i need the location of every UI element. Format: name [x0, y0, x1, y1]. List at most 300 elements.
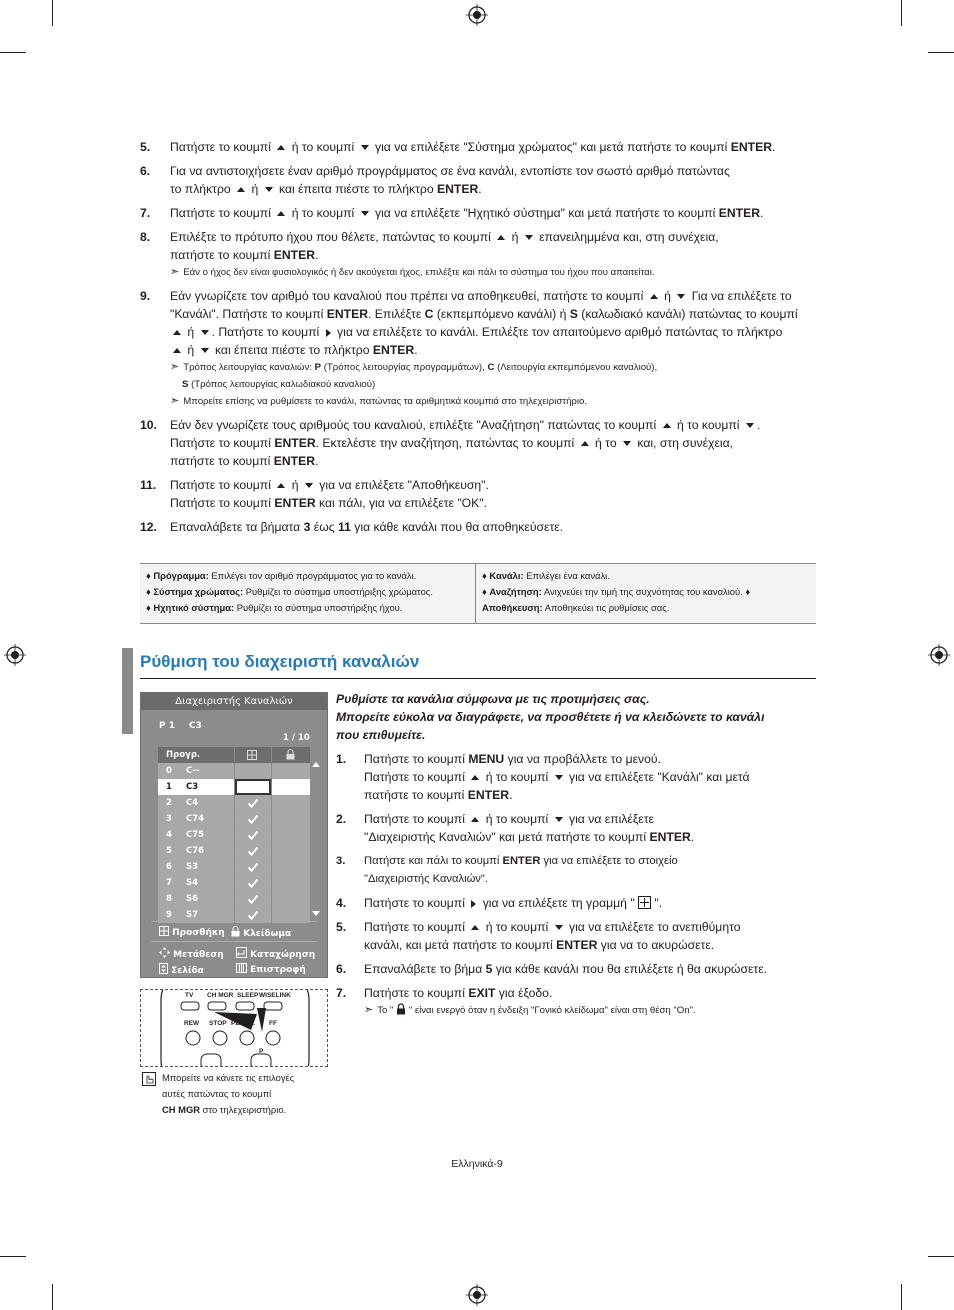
- lock-toggle-cell[interactable]: [272, 795, 310, 811]
- checkmark-icon: [247, 797, 259, 809]
- step-item: [336, 960, 816, 978]
- tv-menu-channel: C3: [189, 721, 202, 731]
- step-text-line: [364, 936, 816, 954]
- channel-name: C74: [186, 814, 205, 824]
- step-number: 11.: [140, 478, 157, 492]
- text-run: CH MGR: [162, 1104, 201, 1115]
- channel-name: C3: [186, 782, 199, 792]
- text-run: S: [569, 307, 578, 321]
- arrow-down-icon: [555, 925, 563, 930]
- checkmark-icon: [247, 861, 259, 873]
- text-run: ENTER: [730, 140, 773, 154]
- text-run: ♦: [146, 570, 154, 581]
- section-rule: [140, 678, 816, 679]
- text-run: (Τρόπος λειτουργίας καλωδιακού καναλιού): [188, 379, 376, 390]
- text-run: ENTER: [556, 938, 598, 952]
- text-run: Αναζήτηση:: [489, 586, 542, 597]
- channel-cell: [158, 875, 234, 891]
- step-text-line: [170, 305, 816, 323]
- remote-button-label: TV: [185, 992, 194, 999]
- text-run: "Κανάλι". Πατήστε το κουμπί: [170, 307, 327, 321]
- step-text-line: [170, 180, 816, 198]
- step-text-line: [364, 810, 816, 828]
- text-run: και έπειτα πιέστε το πλήκτρο: [211, 343, 373, 357]
- text-run: . Εκτελέστε την αναζήτηση, πατώντας το κουμπί: [315, 436, 578, 450]
- text-run: 11: [337, 520, 351, 534]
- intro-line: Μπορείτε εύκολα να διαγράφετε, να προσθέτετε ή να κλειδώνετε το κανάλι: [336, 710, 765, 724]
- step-number: 1.: [336, 752, 347, 766]
- lock-toggle-cell[interactable]: [272, 811, 310, 827]
- text-run: ή το κουμπί: [482, 770, 552, 784]
- table-row[interactable]: [158, 891, 310, 907]
- text-run: Πατήστε το κουμπί: [170, 206, 275, 220]
- tv-add-label: Προσθήκη: [172, 928, 225, 938]
- tv-foot-page: [159, 963, 204, 976]
- text-run: πατήστε το κουμπί: [170, 248, 274, 262]
- add-toggle-cell[interactable]: [235, 779, 271, 795]
- text-run: Επιλέγει τον αριθμό προγράμματος για το κανάλι.: [208, 570, 417, 581]
- text-run: Αποθηκεύει τις ρυθμίσεις σας.: [542, 602, 670, 613]
- text-run: Επαναλάβετε το βήμα: [364, 962, 486, 976]
- note-arrow-icon: ➣: [364, 1004, 374, 1016]
- step-text-line: [364, 852, 816, 870]
- text-run: P: [314, 362, 322, 373]
- remote-button-label: P: [259, 1048, 264, 1055]
- step-item: [336, 810, 816, 846]
- remote-button-label: WISELINK: [259, 992, 291, 999]
- step-note: [170, 264, 816, 281]
- channel-name: C4: [186, 798, 199, 808]
- text-run: "Διαχειριστής Καναλιών" και μετά πατήστε το κουμπί: [364, 830, 650, 844]
- text-run: Μπορείτε επίσης να ρυθμίσετε το κανάλι, πατώντας τα αριθμητικά κουμπιά στο τηλεχειριστήριο.: [183, 396, 587, 407]
- text-run: ENTER: [436, 182, 479, 196]
- lock-toggle-cell[interactable]: [272, 763, 310, 779]
- channel-cell: [158, 779, 234, 795]
- table-row[interactable]: [158, 859, 310, 875]
- text-run: για να επιλέξετε το στοιχείο: [540, 855, 678, 867]
- text-run: ♦: [146, 586, 154, 597]
- info-line: [482, 584, 750, 600]
- step-item: [336, 894, 816, 912]
- step-item: [336, 984, 816, 1019]
- remote-button-label: REW: [184, 1020, 200, 1027]
- text-run: ♦: [482, 570, 490, 581]
- crop-mark: [52, 1284, 53, 1310]
- text-run: .: [414, 343, 418, 357]
- tv-menu-page-count: 1 / 10: [283, 733, 310, 743]
- text-run: ENTER: [274, 496, 316, 510]
- add-icon: [638, 896, 651, 909]
- text-run: ή το κουμπί: [482, 920, 552, 934]
- remote-button-label: CH MGR: [207, 992, 234, 999]
- add-icon: [247, 750, 257, 760]
- text-run: Πατήστε το κουμπί: [364, 896, 469, 910]
- text-run: ή: [508, 230, 522, 244]
- arrow-down-icon: [201, 348, 209, 353]
- text-run: Πατήστε το κουμπί: [170, 478, 275, 492]
- arrow-right-icon: [471, 900, 476, 908]
- step-text-line: [170, 246, 816, 264]
- channel-name: C76: [186, 846, 205, 856]
- text-run: ENTER: [502, 855, 541, 867]
- channel-cell: [158, 763, 234, 779]
- step-text-line: [170, 518, 816, 536]
- arrow-up-icon: [471, 925, 479, 930]
- tv-scrollbar[interactable]: [312, 761, 320, 917]
- text-run: S: [182, 379, 189, 390]
- text-run: και, στη συνέχεια,: [633, 436, 734, 450]
- remote-note-text: [162, 1070, 294, 1118]
- add-toggle-cell[interactable]: [235, 843, 271, 859]
- text-run: Πατήστε και πάλι το κουμπί: [364, 855, 503, 867]
- step-number: 3.: [336, 855, 346, 867]
- text-run: ή: [184, 343, 198, 357]
- arrow-up-icon: [277, 483, 285, 488]
- step-item: [140, 204, 816, 222]
- text-run: .: [690, 830, 695, 844]
- arrow-down-icon: [746, 423, 754, 428]
- tv-foot-move: [159, 947, 224, 960]
- info-box-left: [140, 564, 476, 623]
- text-run: Εάν γνωρίζετε τον αριθμό του καναλιού που πρέπει να αποθηκευθεί, πατήστε το κουμπί: [170, 289, 647, 303]
- registration-mark-right: [928, 644, 950, 666]
- text-run: Επιλέγει ένα κανάλι.: [523, 570, 610, 581]
- channel-number: 6: [166, 862, 172, 872]
- text-run: για να επιλέξετε "Αποθήκευση".: [315, 478, 489, 492]
- channel-number: 2: [166, 798, 172, 808]
- checkmark-icon: [247, 909, 259, 921]
- lock-toggle-cell[interactable]: [272, 827, 310, 843]
- step-text-line: [170, 162, 816, 180]
- text-run: ENTER: [718, 206, 761, 220]
- tv-menu-title: Διαχειριστής Καναλιών: [141, 693, 327, 710]
- step-text-line: [364, 984, 816, 1002]
- step-number: 6.: [140, 164, 151, 178]
- add-toggle-cell[interactable]: [235, 795, 271, 811]
- text-run: και έπειτα πιέστε το πλήκτρο: [275, 182, 437, 196]
- add-icon: [159, 926, 169, 936]
- step-number: 12.: [140, 520, 157, 534]
- arrow-down-icon: [305, 483, 313, 488]
- arrow-right-icon: [326, 329, 331, 337]
- hand-icon: [142, 1072, 156, 1086]
- text-run: για να επιλέξετε "Κανάλι" και μετά: [565, 770, 750, 784]
- step-item: [140, 162, 816, 198]
- text-run: Για να επιλέξετε το: [688, 289, 792, 303]
- tv-divider: [151, 941, 317, 942]
- text-run: .: [478, 182, 482, 196]
- add-toggle-cell[interactable]: [235, 859, 271, 875]
- step-item: [336, 750, 816, 804]
- text-run: Πατήστε το κουμπί: [364, 752, 469, 766]
- arrow-up-icon: [650, 294, 658, 299]
- text-run: .: [315, 454, 319, 468]
- text-run: Σύστημα χρώματος:: [153, 586, 244, 597]
- add-toggle-cell[interactable]: [235, 827, 271, 843]
- text-run: .: [760, 206, 764, 220]
- step-number: 6.: [336, 962, 347, 976]
- text-run: ή το κουμπί: [482, 812, 552, 826]
- page-updown-icon: [159, 963, 168, 974]
- step-text-line: [364, 768, 816, 786]
- arrow-up-icon: [237, 187, 245, 192]
- page-footer: Ελληνικά-9: [451, 1158, 503, 1170]
- text-run: για κάθε κανάλι που θα αποθηκεύσετε.: [350, 520, 564, 534]
- text-run: Πατήστε το κουμπί: [364, 770, 469, 784]
- remote-button-label: STOP: [209, 1020, 227, 1027]
- step-note: [170, 359, 816, 376]
- checkmark-icon: [247, 893, 259, 905]
- text-run: πατήστε το κουμπί: [170, 454, 274, 468]
- arrow-down-icon: [677, 294, 685, 299]
- channel-name: S3: [186, 862, 199, 872]
- text-run: Για να αντιστοιχήσετε έναν αριθμό προγράμματος σε ένα κανάλι, εντοπίστε τον σωστό αριθμό πατώντας: [170, 164, 730, 178]
- text-run: EXIT: [468, 986, 496, 1000]
- lock-toggle-cell[interactable]: [272, 891, 310, 907]
- text-run: επανειλημμένα και, στη συνέχεια,: [535, 230, 719, 244]
- add-toggle-cell[interactable]: [235, 875, 271, 891]
- channel-cell: [158, 811, 234, 827]
- text-run: Το ": [377, 1005, 397, 1016]
- lock-icon: [286, 749, 295, 760]
- intro-text: [336, 690, 816, 744]
- lock-toggle-cell[interactable]: [272, 779, 310, 795]
- channel-number: 0: [166, 766, 172, 776]
- arrow-up-icon: [277, 211, 285, 216]
- text-run: Ανιχνεύει την τιμή της συχνότητας του καναλιού. ♦: [541, 586, 751, 597]
- text-run: Πατήστε το κουμπί: [364, 986, 469, 1000]
- remote-button-label: SLEEP: [237, 992, 259, 999]
- crop-mark: [0, 52, 26, 53]
- text-run: .: [315, 248, 319, 262]
- step-note: [170, 376, 816, 393]
- note-arrow-icon: ➣: [170, 266, 180, 278]
- text-run: ή το κουμπί: [288, 206, 358, 220]
- text-run: ή: [288, 478, 302, 492]
- text-run: Κανάλι:: [489, 570, 524, 581]
- remote-note-line: [162, 1102, 294, 1118]
- crop-mark: [901, 1284, 902, 1310]
- remote-control-illustration: [140, 989, 328, 1067]
- text-run: ENTER: [273, 454, 316, 468]
- text-run: C: [487, 362, 495, 373]
- step-text-line: [364, 870, 816, 888]
- step-text-line: [364, 894, 816, 912]
- text-run: Πατήστε το κουμπί: [170, 436, 275, 450]
- step-text-line: [170, 494, 816, 512]
- channel-number: 7: [166, 878, 172, 888]
- text-run: Αποθήκευση:: [482, 602, 543, 613]
- text-run: ENTER: [372, 343, 415, 357]
- tv-divider: [151, 921, 317, 922]
- steps-top-list: [140, 138, 816, 542]
- tv-move-label: Μετάθεση: [173, 950, 224, 960]
- step-item: [140, 518, 816, 536]
- arrow-up-icon: [173, 348, 181, 353]
- text-run: Πατήστε το κουμπί: [170, 140, 275, 154]
- registration-mark-left: [4, 644, 26, 666]
- text-run: για να το ακυρώσετε.: [597, 938, 715, 952]
- info-line: [482, 568, 750, 584]
- step-item: [140, 416, 816, 470]
- text-run: Εάν ο ήχος δεν είναι φυσιολογικός ή δεν ακούγεται ήχος, επιλέξτε και πάλι το σύστημα του ήχου που απαιτείται.: [183, 267, 655, 278]
- info-box: [140, 563, 816, 624]
- text-run: για να προβάλλετε το μενού.: [504, 752, 661, 766]
- text-run: για να επιλέξετε: [565, 812, 654, 826]
- text-run: MENU: [468, 752, 505, 766]
- text-run: .: [509, 788, 513, 802]
- arrow-up-icon: [497, 235, 505, 240]
- info-box-right: [476, 564, 756, 623]
- text-run: ENTER: [467, 788, 510, 802]
- arrow-down-icon: [361, 211, 369, 216]
- text-run: ENTER: [273, 248, 316, 262]
- text-run: ".: [651, 896, 663, 910]
- text-run: 5: [485, 962, 493, 976]
- text-run: ή: [184, 325, 198, 339]
- channel-name: S6: [186, 894, 199, 904]
- add-toggle-cell[interactable]: [235, 891, 271, 907]
- lock-toggle-cell[interactable]: [272, 859, 310, 875]
- remote-note-line: [162, 1086, 294, 1102]
- text-run: (Τρόπος λειτουργίας προγραμμάτων),: [321, 362, 488, 373]
- step-text-line: [170, 476, 816, 494]
- step-text-line: [364, 918, 816, 936]
- checkmark-icon: [247, 813, 259, 825]
- channel-number: 9: [166, 910, 172, 920]
- remote-button-label: FF: [269, 1020, 277, 1027]
- lock-toggle-cell[interactable]: [272, 843, 310, 859]
- step-text-line: [170, 138, 816, 156]
- intro-line: Ρυθμίστε τα κανάλια σύμφωνα με τις προτιμήσεις σας.: [336, 692, 650, 706]
- text-run: αυτές πατώντας το κουμπί: [162, 1088, 272, 1099]
- checkmark-icon: [247, 829, 259, 841]
- text-run: για να επιλέξετε τη γραμμή ": [479, 896, 639, 910]
- step-number: 4.: [336, 896, 347, 910]
- channel-cell: [158, 859, 234, 875]
- step-item: [140, 138, 816, 156]
- return-icon: [236, 963, 247, 973]
- step-item: [140, 287, 816, 410]
- text-run: και πάλι, για να επιλέξετε "OK".: [315, 496, 487, 510]
- registration-mark-top: [466, 4, 488, 26]
- text-run: έως: [310, 520, 338, 534]
- info-line: [146, 568, 469, 584]
- text-run: για να επιλέξετε το ανεπιθύμητο: [565, 920, 741, 934]
- add-toggle-cell[interactable]: [235, 811, 271, 827]
- checkmark-icon: [247, 845, 259, 857]
- step-number: 7.: [140, 206, 151, 220]
- text-run: ENTER: [274, 436, 316, 450]
- text-run: Πατήστε το κουμπί: [170, 496, 275, 510]
- channel-name: S7: [186, 910, 199, 920]
- arrow-up-icon: [663, 423, 671, 428]
- text-run: κανάλι, και μετά πατήστε το κουμπί: [364, 938, 557, 952]
- step-item: [140, 228, 816, 281]
- text-run: ή το κουμπί: [673, 418, 743, 432]
- table-row[interactable]: [158, 795, 310, 811]
- channel-name: S4: [186, 878, 199, 888]
- text-run: .: [756, 418, 761, 432]
- text-run: ή το κουμπί: [288, 140, 358, 154]
- step-number: 2.: [336, 812, 347, 826]
- table-row[interactable]: [158, 875, 310, 891]
- text-run: ♦: [146, 602, 154, 613]
- text-run: ή: [660, 289, 675, 303]
- text-run: ENTER: [649, 830, 691, 844]
- crop-mark: [928, 52, 954, 53]
- step-number: 7.: [336, 986, 347, 1000]
- table-row[interactable]: [158, 779, 310, 795]
- text-run: πατήστε το κουμπί: [364, 788, 468, 802]
- channel-number: 4: [166, 830, 172, 840]
- channel-cell: [158, 891, 234, 907]
- tv-header-label: Προγρ.: [166, 750, 201, 760]
- tv-channel-table: [158, 747, 310, 923]
- channel-number: 1: [166, 782, 172, 792]
- arrow-up-icon: [277, 145, 285, 150]
- move-arrows-icon: [159, 947, 170, 958]
- note-arrow-icon: ➣: [170, 395, 180, 407]
- channel-number: 8: [166, 894, 172, 904]
- tv-foot-return: [236, 963, 306, 975]
- arrow-down-icon: [623, 441, 631, 446]
- text-run: " είναι ενεργό όταν η ένδειξη "Γονικό κλείδωμα" είναι στη θέση "On".: [406, 1005, 696, 1016]
- tv-foot-lock: [231, 926, 291, 939]
- text-run: Ρυθμίζει το σύστημα υποστήριξης ήχου.: [234, 602, 403, 613]
- remote-control-icon: [141, 990, 328, 1067]
- step-text-line: [170, 228, 816, 246]
- step-text-line: [364, 828, 816, 846]
- lock-toggle-cell[interactable]: [272, 875, 310, 891]
- remote-button-label: PLAY/...: [231, 1020, 255, 1027]
- step-item: [140, 476, 816, 512]
- arrow-up-icon: [581, 441, 589, 446]
- crop-mark: [928, 1256, 954, 1257]
- text-run: το πλήκτρο: [170, 182, 235, 196]
- arrow-down-icon: [555, 817, 563, 822]
- note-arrow-icon: ➣: [170, 361, 180, 373]
- tv-foot-enter: [236, 947, 315, 960]
- text-run: Ρυθμίζει το σύστημα υποστήριξης χρώματος.: [243, 586, 433, 597]
- add-toggle-cell[interactable]: [235, 763, 271, 779]
- text-run: (εκπεμπόμενο κανάλι) ή: [433, 307, 570, 321]
- text-run: (Λειτουργία εκπεμπόμενου καναλιού),: [494, 362, 658, 373]
- channel-cell: [158, 795, 234, 811]
- info-line: [146, 584, 469, 600]
- step-note: [170, 393, 816, 410]
- arrow-down-icon: [525, 235, 533, 240]
- step-number: 5.: [140, 140, 151, 154]
- channel-cell: [158, 843, 234, 859]
- step-note: [364, 1002, 816, 1019]
- step-text-line: [170, 204, 816, 222]
- text-run: για έξοδο.: [495, 986, 553, 1000]
- table-row[interactable]: [158, 827, 310, 843]
- text-run: Επαναλάβετε τα βήματα: [170, 520, 304, 534]
- step-text-line: [364, 750, 816, 768]
- table-row[interactable]: [158, 811, 310, 827]
- crop-mark: [52, 0, 53, 26]
- arrow-up-icon: [471, 817, 479, 822]
- step-text-line: [170, 287, 816, 305]
- arrow-up-icon: [173, 330, 181, 335]
- checkmark-icon: [247, 877, 259, 889]
- table-row[interactable]: [158, 763, 310, 779]
- text-run: για κάθε κανάλι που θα επιλέξετε ή θα ακυρώσετε.: [492, 962, 768, 976]
- table-row[interactable]: [158, 843, 310, 859]
- tv-return-label: Επιστροφή: [250, 965, 306, 975]
